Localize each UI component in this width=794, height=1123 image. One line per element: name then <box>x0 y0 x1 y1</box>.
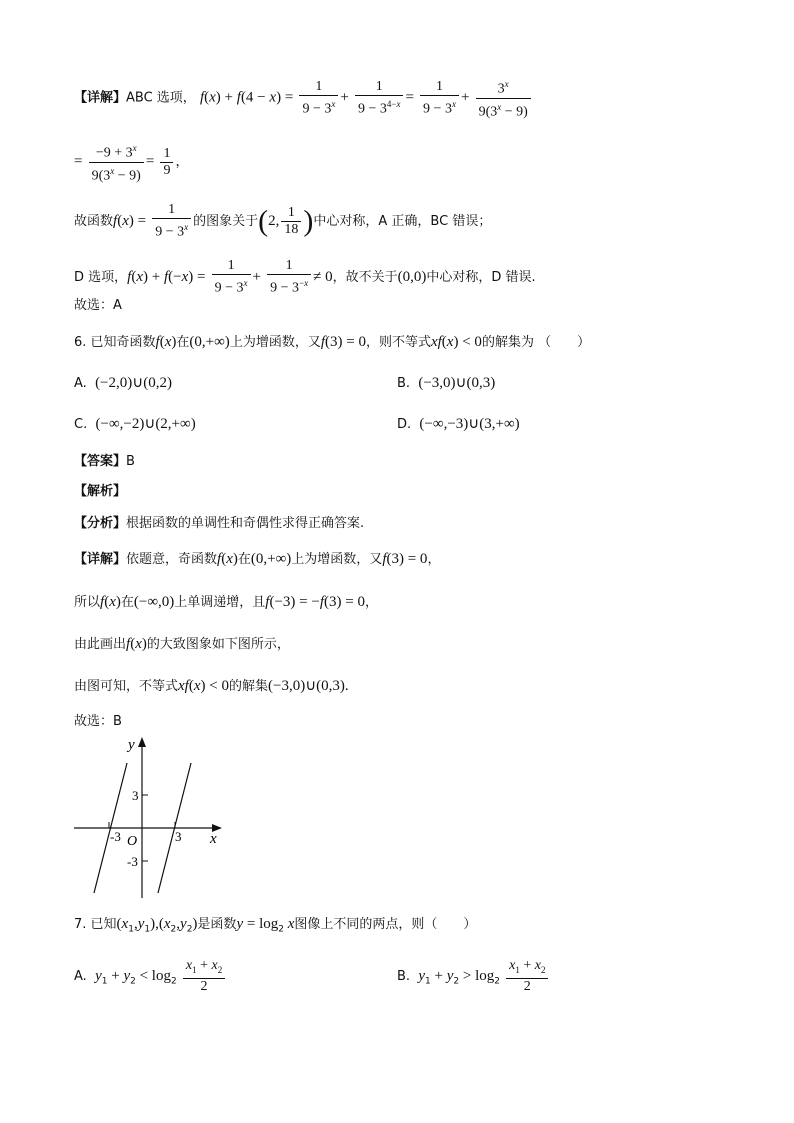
origin-label: O <box>127 834 138 849</box>
fraction-10: $\frac{1}{9 - 3^{-x}}$ <box>267 258 311 297</box>
answer-select-prev: 故选：A <box>74 298 122 313</box>
fraction-2: $\frac{1}{9 - 3^{4-x}}$ <box>355 79 403 118</box>
fraction-4: $\frac{3^x}{9(3^x - 9)}$ <box>476 76 531 120</box>
option-b[interactable]: B. (−3,0)∪(0,3) <box>397 375 496 391</box>
detail-line-1: 【详解】依题意，奇函数f(x)在(0,+∞)上为增函数，又f(3) = 0， <box>74 551 441 567</box>
solution-line-2: = $\frac{-9 + 3^x}{9(3^x - 9)}$ = $\frac{1}{9}$ ， <box>74 140 188 184</box>
function-graph <box>70 735 230 900</box>
tick-label-y-3: 3 <box>132 788 139 803</box>
q7b-fraction: $\frac{x_1 + x_2}{2}$ <box>506 958 548 995</box>
q7a-fraction: $\frac{x_1 + x_2}{2}$ <box>183 958 225 995</box>
option-c[interactable]: C. (−∞,−2)∪(2,+∞) <box>74 416 196 432</box>
detail-abc-text: ABC 选项， <box>126 90 196 106</box>
fenxi-line: 【分析】根据函数的单调性和奇偶性求得正确答案. <box>74 516 365 531</box>
question-6-stem: 6. 已知奇函数f(x)在(0,+∞)上为增函数，又f(3) = 0，则不等式xf(x) < 0的解集为 （ ） <box>74 334 591 350</box>
fraction-7: $\frac{1}{9 - 3^x}$ <box>152 202 191 241</box>
option-d[interactable]: D. (−∞,−3)∪(3,+∞) <box>397 416 520 432</box>
y-axis-arrow <box>138 737 146 747</box>
detail-line-2: 所以f(x)在(−∞,0)上单调递增，且f(−3) = −f(3) = 0， <box>74 594 378 610</box>
analysis-tag: 【解析】 <box>74 484 127 499</box>
solution-line-3: 故函数f(x) = $\frac{1}{9 - 3^x}$ 的图象关于(2, $\frac{1}{18}$ )中心对称，A 正确，BC 错误； <box>74 202 492 240</box>
fraction-5: $\frac{-9 + 3^x}{9(3^x - 9)}$ <box>89 140 144 184</box>
option-a[interactable]: A. (−2,0)∪(0,2) <box>74 375 172 391</box>
solution-line-4: D 选项，f(x) + f(−x) = $\frac{1}{9 - 3^x}$ + $\frac{1}{9 - 3^{-x}}$ ≠ 0，故不关于(0,0)中心对称，D 错误. <box>74 258 536 296</box>
formula-fx: f <box>199 89 205 106</box>
solution-line-1: 【详解】ABC 选项， f(x) + f(4 − x) = $\frac{1}{9 - 3^x}$ + $\frac{1}{9 - 3^{4-x}}$ = $\frac{1}{9 - 3^x}$ + $\frac{3^x}{9(3^x - 9)}$ <box>74 76 533 120</box>
fraction-3: $\frac{1}{9 - 3^x}$ <box>420 79 459 118</box>
select-line: 故选：B <box>74 714 122 729</box>
answer-line: 【答案】B <box>74 454 135 469</box>
question-7-stem: 7. 已知$(x_1,y_1),(x_2,y_2)$是函数$y = \log_2 x$图像上不同的两点，则（ ） <box>74 916 477 935</box>
detail-line-3: 由此画出f(x)的大致图象如下图所示， <box>74 636 290 652</box>
fraction-9: $\frac{1}{9 - 3^x}$ <box>212 258 251 297</box>
y-axis-label: y <box>128 737 135 753</box>
x-axis-label: x <box>210 831 217 847</box>
fraction-8: $\frac{1}{18}$ <box>281 205 301 238</box>
q7-option-b[interactable]: B. $y_1 + y_2 > \log_2$ $\frac{x_1 + x_2}{2}$ <box>397 958 550 995</box>
fraction-6: $\frac{1}{9}$ <box>160 146 173 179</box>
fraction-1: $\frac{1}{9 - 3^x}$ <box>299 79 338 118</box>
detail-tag: 【详解】 <box>74 90 127 106</box>
tick-label-y-neg3: -3 <box>127 854 138 869</box>
tick-label-x-3: 3 <box>175 829 182 844</box>
tick-label-x-neg3: -3 <box>110 829 121 844</box>
detail-line-4: 由图可知，不等式xf(x) < 0的解集(−3,0)∪(0,3). <box>74 678 349 694</box>
q7-option-a[interactable]: A. $y_1 + y_2 < \log_2$ $\frac{x_1 + x_2}{2}$ <box>74 958 227 995</box>
